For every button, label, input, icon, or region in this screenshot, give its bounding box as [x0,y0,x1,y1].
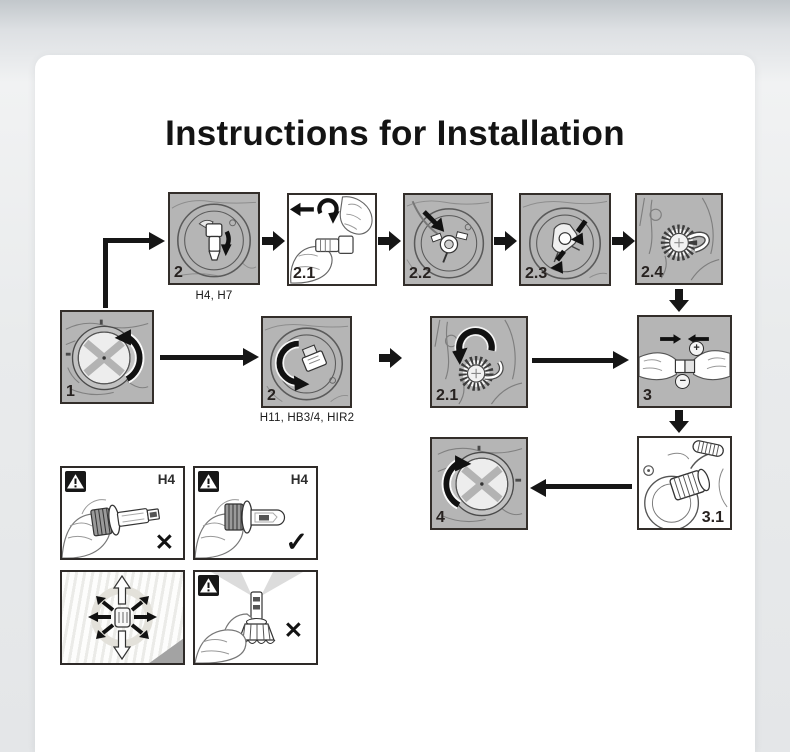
step-number: 2.4 [641,264,664,282]
minus-icon: − [675,374,690,389]
corner-shade [148,638,184,664]
warning-panel-clearance [60,570,185,665]
step-number: 2 [267,387,276,405]
step-number: 2.1 [436,387,459,405]
bulb-type-label: H4 [290,472,308,487]
arrow-right-icon [379,348,402,368]
step-panel-22 [403,193,493,286]
step-number: 4 [436,509,445,527]
page-title: Instructions for Installation [165,114,625,153]
warning-icon [198,471,219,492]
arrow-right-icon [262,231,285,251]
wrong-mark: ✕ [283,617,303,643]
dust-cover-reinstall-illustration [432,439,526,528]
step-number: 2.1 [293,265,316,283]
dust-cover-remove-illustration [62,312,152,402]
step-panel-2-h4 [168,192,260,285]
headlight-bulb-remove-illustration [170,194,258,283]
warning-panel-h4-wrong [60,466,185,560]
arrow-right-icon [494,231,517,251]
step-number: 3.1 [701,509,724,527]
step-number: 2.3 [525,265,548,283]
arrow-right-icon [612,231,635,251]
panel-caption-h4h7: H4, H7 [195,290,233,302]
check-mark: ✓ [285,527,308,557]
plus-icon: + [689,341,704,356]
connect-plug-illustration [639,317,730,406]
arrow-down-icon [669,289,689,312]
step-panel-3 [637,315,732,408]
arrow-down-icon [669,410,689,433]
wrong-mark: ✕ [154,529,174,555]
step-number: 2.2 [409,265,432,283]
step-number: 1 [66,383,75,401]
bulb-type-label: H4 [157,472,175,487]
step-number: 3 [643,387,652,405]
step-panel-23 [519,193,611,286]
step-panel-2-h11 [261,316,352,408]
step-panel-4 [430,437,528,530]
warning-panel-no-touch [193,570,318,665]
step-panel-24 [635,193,723,285]
warning-icon [198,575,219,596]
step-number: 2 [174,264,183,282]
warning-panel-h4-correct [193,466,318,560]
step-panel-1 [60,310,154,404]
bulb-rotate-illustration [263,318,350,406]
panel-caption-h11: H11, HB3/4, HIR2 [259,412,355,424]
step-panel-21-h4 [287,193,377,286]
warning-icon [65,471,86,492]
step-panel-31 [637,436,732,530]
arrow-right-icon [378,231,401,251]
step-panel-21-h11 [430,316,528,408]
